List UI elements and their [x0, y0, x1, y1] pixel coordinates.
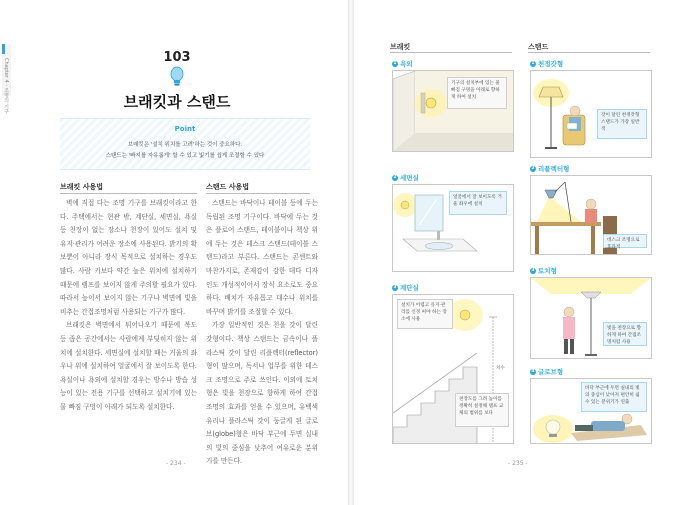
stand-heading-rule [528, 52, 650, 53]
stand-globe-note: 바닥 부근에 두면 실내의 빛의 중심이 낮아져 편안히 쉴 수 있는 분위기가 연출 [581, 382, 647, 412]
body-paragraph: 스탠드는 바닥이나 테이블 등에 두는 독립된 조명 기구이다. 바닥에 두는 것은 플로어 스탠드, 테이블이나 책상 위에 두는 것은 데스크 스탠드(테이블 스탠드)라고 부른다. 스탠드는 콘센트와 마찬가지로, 존재감이 강한 데다 디자인도 개성적이어서 장식 요소로도 중요하다. 배치가 자유롭고 대수나 위치를 바꾸며 밝기를 조절할 수 있다. [206, 199, 318, 316]
stand-floor-shade-note: 갓이 달린 천정갓형 스탠드가 가장 일반적 [597, 109, 647, 139]
number-badge: 3 [393, 285, 397, 290]
number-badge: 3 [531, 268, 535, 273]
stand-usage-heading: 스탠드 사용법 [206, 183, 250, 191]
bracket-stairwell-illustration [392, 294, 514, 444]
bracket-outdoor-note: 기구의 설치부에 있는 물 빠짐 구멍을 아래로 향하게 하여 설치 [447, 77, 507, 109]
left-page-number: - 234 - [166, 460, 186, 467]
chapter-tab-label: Chapter 4 · 조명의 기구 [3, 58, 9, 115]
torch-lamp-scene [531, 278, 651, 358]
number-badge: 1 [393, 61, 397, 66]
chapter-tab-marker [2, 44, 5, 54]
body-paragraph: 브래킷은 벽면에서 튀어나오기 때문에 복도 등 좁은 공간에서는 사람에게 부딪히지 않는 위치에 설치한다. 세면실에 설치할 때는 거울의 좌우나 위에 설치하여 얼굴에서 잘 보이도록 한다. 욕실이나 욕외에 설치할 경우는 방수나 방습 성능이 있는 전용 기구를 선택하고 설치기에 있는 물 빠짐 구멍이 아래가 되도록 설치한다. [60, 321, 197, 411]
bracket-usage-body [60, 197, 197, 415]
col2-rule [206, 193, 310, 194]
stand-item-title [530, 164, 569, 173]
number-badge: 4 [531, 369, 535, 374]
stand-item-label: 글로브형 [538, 368, 564, 376]
bracket-washroom-note: 얼굴에서 잘 보이도록 거울 좌우에 설치 [449, 191, 507, 215]
stand-torch-note: 빛을 천장으로 향하게 하여 간접조명처럼 사용 [603, 322, 647, 346]
body-paragraph: 벽에 직접 다는 조명 기구를 브래킷이라고 한다. 주택에서는 현관 밖, 계단실, 세면실, 욕실 등 천장이 없는 장소나 천장이 있어도 설치 및 유지·관리가 어려운 장소에 사용된다. 밝기의 확보뿐이 아니라 장식 목적으로 설치하는 경우도 많다. 사람 키보다 약간 높은 위치에 설치하기 때문에 램프를 보이지 않게 주의할 필요가 있다. 따라서 높이서 보이지 않는 기구나 벽면에 빛을 비추는 간접조명처럼 사용되는 기구가 많다. [60, 199, 197, 316]
stand-item-title [530, 367, 563, 376]
body-paragraph: 가장 일반적인 것은 천을 갓이 달린 갓형이다. 책상 스탠드는 금속이나 플라스틱 갓이 달린 리플렉터(reflector)형이 많으며, 독서나 업무를 위한 데스크 조명으로 주로 쓰인다. 이외에 토치형은 빛을 천장으로 향하게 하여 간접조명의 효과를 얻을 수 있으며, 유백색 유리나 플라스틱 갓이 둥글게 된 글로브(globe)형은 바닥 부근에 두면 실내의 빛의 중심을 낮추어 여유로운 분위기를 만든다. [206, 321, 318, 466]
col1-rule [60, 193, 197, 194]
number-badge: 2 [393, 175, 397, 180]
bracket-item-label: 욕외 [400, 60, 413, 68]
bracket-item-label: 계단실 [400, 284, 419, 292]
right-page-number: - 235 - [508, 460, 528, 467]
stand-reflector-note: 데스크 조명으로 효과적 [603, 234, 647, 248]
bracket-item-title [392, 59, 413, 68]
number-badge: 1 [531, 61, 535, 66]
bracket-item-title [392, 173, 419, 182]
stand-floor-shade-illustration [530, 70, 652, 158]
point-line-2: 스탠드는 '빠지를 자유롭게' 할 수 있고 빛기를 쉽게 조절할 수 있다 [105, 153, 265, 159]
bracket-item-title [392, 283, 419, 292]
bracket-outdoor-illustration [392, 70, 514, 152]
point-box [60, 118, 310, 170]
bracket-stairwell-note: 설치가 어렵고 유지·관리를 신경 써야 하는 장소에 사용 [397, 299, 453, 329]
bracket-column-heading: 브래킷 [390, 43, 411, 51]
section-number: 103 [163, 50, 191, 65]
point-label: Point [174, 125, 196, 133]
stand-globe-illustration [530, 378, 652, 444]
stand-usage-body [206, 197, 318, 469]
page-title: 브래킷과 스탠드 [123, 93, 231, 111]
stand-item-label: 리플렉터형 [538, 165, 570, 173]
bracket-stairwell-note-2: 천장도를 그려 높이를 정확히 설정해 램프 교체의 범위를 보다 [455, 393, 509, 427]
bracket-heading-rule [390, 52, 512, 53]
lightbulb-icon [169, 66, 185, 88]
bracket-item-label: 세면실 [400, 174, 419, 182]
bracket-washroom-illustration [392, 184, 514, 272]
point-line-1: 브래킷은 '설치 위치를 고려'하는 것이 중요하다. [127, 142, 243, 148]
stand-item-title [530, 266, 557, 275]
bracket-usage-heading: 브래킷 사용법 [60, 183, 104, 191]
stand-item-title [530, 59, 563, 68]
stand-item-label: 천정갓형 [538, 60, 564, 68]
book-gutter [348, 0, 354, 505]
stand-item-label: 토치형 [538, 267, 557, 275]
stand-torch-illustration [530, 277, 652, 359]
number-badge: 2 [531, 166, 535, 171]
stand-reflector-illustration [530, 175, 652, 255]
stand-column-heading: 스탠드 [528, 43, 549, 51]
height-dimension-label: 치수 [496, 366, 505, 371]
